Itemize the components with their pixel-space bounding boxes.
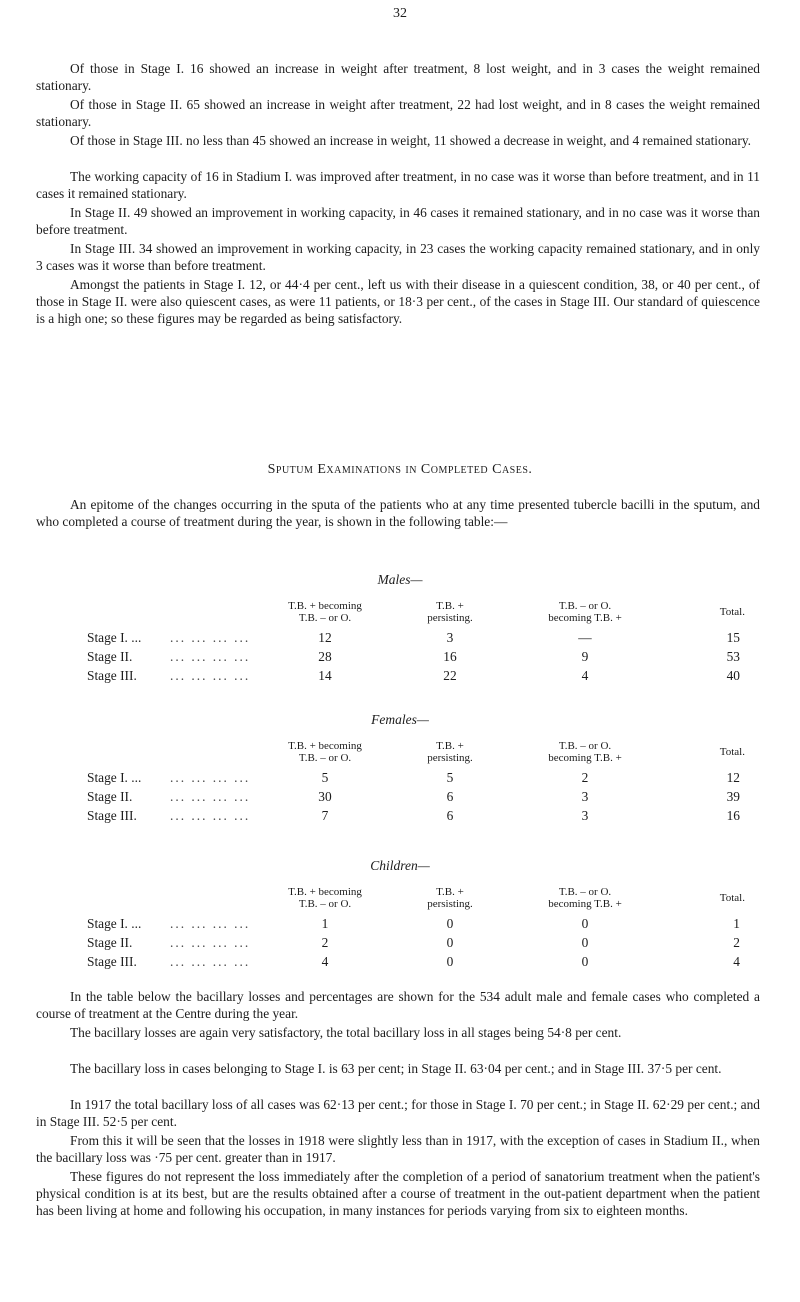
cell-to-positive: 0 bbox=[581, 935, 589, 950]
cell-to-positive: 9 bbox=[581, 649, 589, 664]
cell-total: 15 bbox=[726, 630, 740, 645]
table-title-females: Females— bbox=[371, 712, 429, 727]
paragraph-1917-loss: In 1917 the total bacillary loss of all cases was 62·13 per cent.; for those in Stage I. 70 per cent.; in Stage II. 62·29 per cent.; and in Stage III. 52·5 per cent. bbox=[36, 1097, 760, 1129]
cell-to-positive: 2 bbox=[581, 770, 589, 785]
cell-total: 40 bbox=[726, 668, 740, 683]
table-title-children: Children— bbox=[370, 858, 430, 873]
cell-total: 12 bbox=[726, 770, 740, 785]
table-title-males: Males— bbox=[377, 572, 423, 587]
header-becoming-negative: T.B. + becoming T.B. – or O. bbox=[288, 886, 362, 910]
paragraph-intro: An epitome of the changes occurring in the sputa of the patients who at any time presented tubercle bacilli in the sputum, and who completed a course of treatment during the year, is shown in the following table:— bbox=[36, 497, 760, 529]
cell-becoming: 1 bbox=[321, 916, 329, 931]
row-label: Stage III. bbox=[87, 668, 137, 683]
header-persisting: T.B. + persisting. bbox=[427, 600, 473, 624]
cell-persisting: 0 bbox=[446, 954, 454, 969]
cell-becoming: 28 bbox=[318, 649, 332, 664]
paragraph-stage1-capacity: The working capacity of 16 in Stadium I. was improved after treatment, in no case was it worse than before treatment, and in 11 cases it remained stationary. bbox=[36, 169, 760, 201]
leader-dots: ... ... ... ... bbox=[170, 630, 251, 645]
leader-dots: ... ... ... ... bbox=[170, 668, 251, 683]
cell-becoming: 7 bbox=[321, 808, 329, 823]
row-label: Stage I. ... bbox=[87, 916, 142, 931]
cell-persisting: 3 bbox=[446, 630, 454, 645]
cell-total: 53 bbox=[726, 649, 740, 664]
header-persisting: T.B. + persisting. bbox=[427, 740, 473, 764]
paragraph-bacillary-losses: The bacillary losses are again very satisfactory, the total bacillary loss in all stages being 54·8 per cent. bbox=[70, 1025, 622, 1040]
cell-persisting: 0 bbox=[446, 935, 454, 950]
cell-to-positive: 0 bbox=[581, 954, 589, 969]
paragraph-stage2-weight: Of those in Stage II. 65 showed an increase in weight after treatment, 22 had lost weight, and in 8 cases the weight remained stationary. bbox=[36, 97, 760, 129]
header-persisting: T.B. + persisting. bbox=[427, 886, 473, 910]
cell-persisting: 5 bbox=[446, 770, 454, 785]
cell-becoming: 30 bbox=[318, 789, 332, 804]
leader-dots: ... ... ... ... bbox=[170, 935, 251, 950]
row-label: Stage I. ... bbox=[87, 770, 142, 785]
paragraph-comparison: From this it will be seen that the losses in 1918 were slightly less than in 1917, with the exception of cases in Stadium II., when the bacillary loss was ·75 per cent. greater than in 1917. bbox=[36, 1133, 760, 1165]
cell-total: 16 bbox=[726, 808, 740, 823]
paragraph-stage3-weight: Of those in Stage III. no less than 45 showed an increase in weight, 11 showed a decrease in weight, and 4 remained stationary. bbox=[70, 133, 751, 148]
cell-total: 4 bbox=[733, 954, 740, 969]
header-becoming-positive: T.B. – or O. becoming T.B. + bbox=[548, 600, 622, 624]
cell-total: 1 bbox=[733, 916, 740, 931]
page-number: 32 bbox=[393, 6, 407, 21]
cell-to-positive: 4 bbox=[581, 668, 589, 683]
header-becoming-negative: T.B. + becoming T.B. – or O. bbox=[288, 740, 362, 764]
leader-dots: ... ... ... ... bbox=[170, 770, 251, 785]
paragraph-stage2-capacity: In Stage II. 49 showed an improvement in working capacity, in 46 cases it remained stationary, and in no case was it worse than before treatment. bbox=[36, 205, 760, 237]
cell-becoming: 5 bbox=[321, 770, 329, 785]
paragraph-stage1-weight: Of those in Stage I. 16 showed an increase in weight after treatment, 8 lost weight, and in 3 cases the weight remained stationary. bbox=[36, 61, 760, 93]
leader-dots: ... ... ... ... bbox=[170, 808, 251, 823]
paragraph-loss-by-stage: The bacillary loss in cases belonging to Stage I. is 63 per cent; in Stage II. 63·04 per cent.; and in Stage III. 37·5 per cent. bbox=[70, 1061, 722, 1076]
paragraph-table-below: In the table below the bacillary losses and percentages are shown for the 534 adult male and female cases who completed a course of treatment at the Centre during the year. bbox=[36, 989, 760, 1021]
cell-to-positive: — bbox=[578, 630, 592, 645]
paragraph-stage3-capacity: In Stage III. 34 showed an improvement in working capacity, in 23 cases the working capacity remained stationary, and in only 3 cases was it worse than before treatment. bbox=[36, 241, 760, 273]
row-label: Stage II. bbox=[87, 789, 133, 804]
row-label: Stage I. ... bbox=[87, 630, 142, 645]
row-label: Stage III. bbox=[87, 954, 137, 969]
leader-dots: ... ... ... ... bbox=[170, 649, 251, 664]
cell-becoming: 4 bbox=[321, 954, 329, 969]
row-label: Stage II. bbox=[87, 935, 133, 950]
header-becoming-positive: T.B. – or O. becoming T.B. + bbox=[548, 886, 622, 910]
cell-total: 2 bbox=[733, 935, 740, 950]
leader-dots: ... ... ... ... bbox=[170, 954, 251, 969]
paragraph-quiescence: Amongst the patients in Stage I. 12, or 44·4 per cent., left us with their disease in a quiescent condition, 38, or 40 per cent., of those in Stage II. were also quiescent cases, as were 11 patients, or 18·3 per cent., of the cases in Stage III. Our standard of quiescence is a high one; so these figures may be regarded as being satisfactory. bbox=[36, 277, 760, 326]
cell-persisting: 0 bbox=[446, 916, 454, 931]
row-label: Stage III. bbox=[87, 808, 137, 823]
header-becoming-positive: T.B. – or O. becoming T.B. + bbox=[548, 740, 622, 764]
leader-dots: ... ... ... ... bbox=[170, 916, 251, 931]
cell-persisting: 16 bbox=[443, 649, 457, 664]
cell-to-positive: 0 bbox=[581, 916, 589, 931]
cell-to-positive: 3 bbox=[581, 789, 589, 804]
header-becoming-negative: T.B. + becoming T.B. – or O. bbox=[288, 600, 362, 624]
leader-dots: ... ... ... ... bbox=[170, 789, 251, 804]
cell-becoming: 2 bbox=[321, 935, 329, 950]
section-heading: Sputum Examinations in Completed Cases. bbox=[267, 462, 533, 477]
cell-to-positive: 3 bbox=[581, 808, 589, 823]
cell-becoming: 14 bbox=[318, 668, 332, 683]
cell-becoming: 12 bbox=[318, 630, 332, 645]
header-total: Total. bbox=[719, 606, 745, 618]
cell-persisting: 6 bbox=[446, 789, 454, 804]
cell-persisting: 6 bbox=[446, 808, 454, 823]
cell-total: 39 bbox=[726, 789, 740, 804]
header-total: Total. bbox=[719, 746, 745, 758]
paragraph-figures-note: These figures do not represent the loss immediately after the completion of a period of sanatorium treatment when the patient's physical condition is at its best, but are the results obtained after a course of treatment in the out-patient department when the patient has been living at home and following his occupation, in many instances for periods varying from six to eighteen months. bbox=[36, 1169, 760, 1218]
row-label: Stage II. bbox=[87, 649, 133, 664]
header-total: Total. bbox=[719, 892, 745, 904]
cell-persisting: 22 bbox=[443, 668, 457, 683]
